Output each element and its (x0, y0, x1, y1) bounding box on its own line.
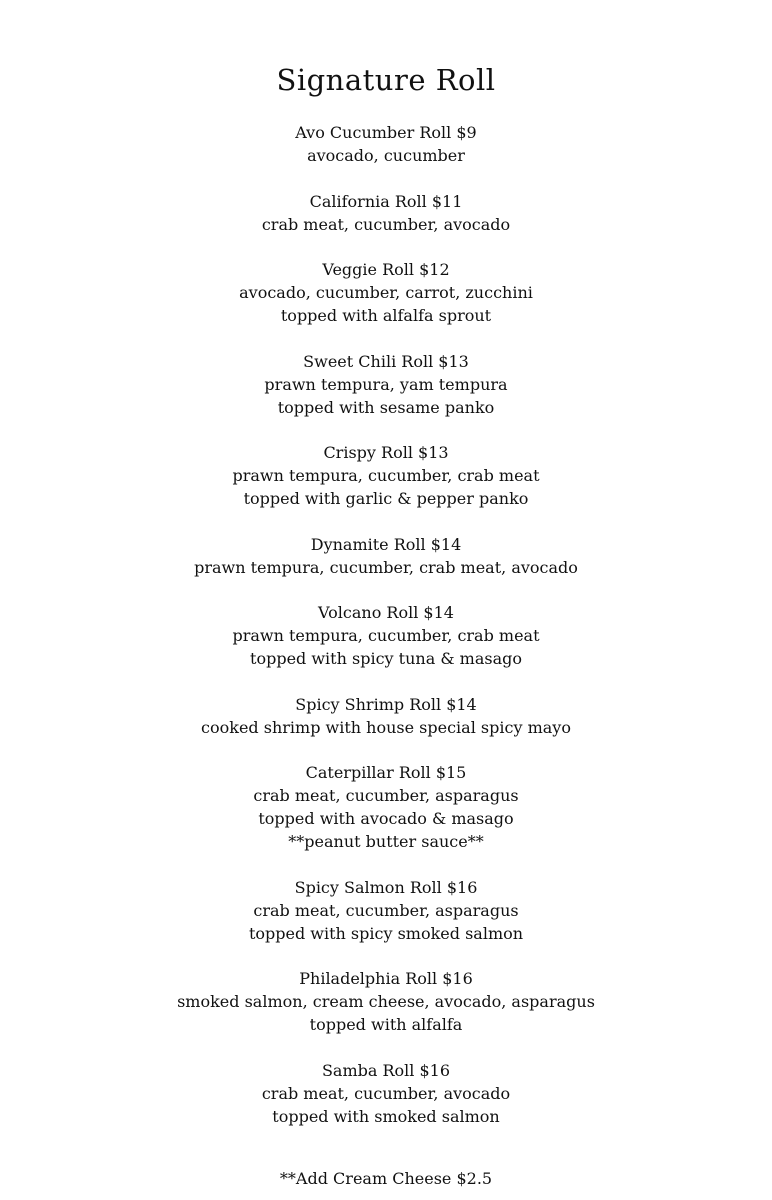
menu-item (0, 258, 772, 327)
menu-item-name-price: Dynamite Roll $14 (310, 534, 462, 554)
menu-item-description: topped with avocado & masago (258, 809, 514, 828)
menu-item-name-price: Avo Cucumber Roll $9 (295, 123, 477, 142)
menu-item (0, 693, 772, 739)
menu-item-description: crab meat, cucumber, avocado (261, 214, 511, 234)
menu-item-name-price: Crispy Roll $13 (323, 443, 449, 462)
menu-item-description: topped with alfalfa (309, 1015, 463, 1034)
menu-item (0, 533, 772, 579)
menu-item-name-price: Spicy Salmon Roll $16 (294, 877, 478, 897)
menu-item-description: **peanut butter sauce** (288, 832, 484, 851)
menu-item (0, 1059, 772, 1128)
menu-item (0, 967, 772, 1036)
menu-item-description: topped with garlic & pepper panko (243, 489, 529, 508)
menu-item-description: prawn tempura, cucumber, crab meat, avocado (194, 557, 578, 577)
menu-item-description: avocado, cucumber (307, 146, 465, 165)
menu-item-description: prawn tempura, cucumber, crab meat (232, 626, 540, 645)
menu-item-name-price: Spicy Shrimp Roll $14 (295, 694, 477, 714)
menu-item-description: crab meat, cucumber, asparagus (253, 900, 519, 920)
menu-item-list (0, 121, 772, 1150)
menu-item (0, 190, 772, 236)
menu-item-description: prawn tempura, yam tempura (264, 374, 508, 394)
menu-item-name-price: Philadelphia Roll $16 (299, 969, 473, 988)
menu-item-description: topped with sesame panko (277, 397, 495, 417)
menu-item-description: topped with smoked salmon (272, 1106, 500, 1126)
menu-item-name-price: Caterpillar Roll $15 (305, 763, 467, 782)
menu-item-name-price: California Roll $11 (309, 191, 463, 211)
menu-item-description: smoked salmon, cream cheese, avocado, asparagus (177, 992, 595, 1011)
menu-item (0, 441, 772, 510)
menu-item-description: prawn tempura, cucumber, crab meat (232, 466, 540, 485)
menu-item-description: crab meat, cucumber, avocado (261, 1083, 511, 1103)
menu-item-description: topped with alfalfa sprout (280, 306, 492, 325)
menu-item (0, 876, 772, 945)
menu-item (0, 761, 772, 853)
menu-item (0, 350, 772, 419)
menu-item-name-price: Volcano Roll $14 (318, 603, 454, 622)
menu-item-name-price: Sweet Chili Roll $13 (303, 351, 469, 371)
menu-item-description: topped with spicy tuna & masago (250, 649, 522, 668)
menu-item-name-price: Samba Roll $16 (321, 1060, 451, 1080)
footer-note: **Add Cream Cheese $2.5 (279, 1169, 493, 1188)
menu-item-name-price: Veggie Roll $12 (322, 260, 450, 279)
menu-item (0, 601, 772, 670)
menu-item-description: topped with spicy smoked salmon (248, 923, 524, 943)
menu-item-description: avocado, cucumber, carrot, zucchini (239, 283, 533, 302)
menu-item-description: cooked shrimp with house special spicy mayo (201, 717, 571, 737)
menu-item-description: crab meat, cucumber, asparagus (253, 786, 519, 805)
menu-item (0, 121, 772, 167)
menu-title: Signature Roll (276, 63, 496, 97)
